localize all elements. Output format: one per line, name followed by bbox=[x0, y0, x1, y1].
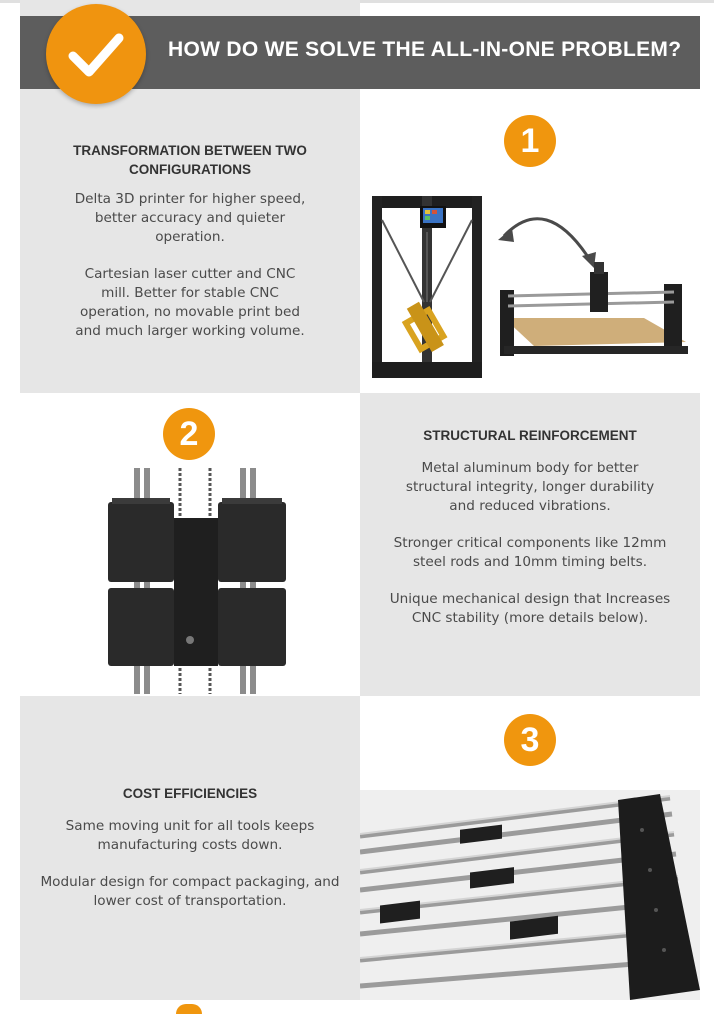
section-3-paragraph-1: Same moving unit for all tools keeps manufacturing costs down. bbox=[65, 818, 315, 853]
rail-components-image bbox=[360, 790, 700, 1000]
section-3-number-badge: 3 bbox=[504, 714, 556, 766]
section-1-paragraph-1: Delta 3D printer for higher speed, better accuracy and quieter operation. bbox=[74, 191, 306, 245]
section-1-paragraph-2: Cartesian laser cutter and CNC mill. Better for stable CNC operation, no movable print bed and much larger working volume. bbox=[75, 266, 305, 339]
section-1-heading: TRANSFORMATION BETWEEN TWO CONFIGURATIONS bbox=[73, 143, 307, 177]
section-4-number-badge-partial bbox=[176, 1004, 202, 1014]
section-2-heading: STRUCTURAL REINFORCEMENT bbox=[423, 428, 637, 443]
cnc-mill-image bbox=[494, 262, 698, 366]
section-2-text bbox=[388, 426, 672, 628]
section-2-paragraph-2: Stronger critical components like 12mm steel rods and 10mm timing belts. bbox=[393, 535, 667, 570]
page-title: HOW DO WE SOLVE THE ALL-IN-ONE PROBLEM? bbox=[168, 38, 682, 61]
section-2-paragraph-3: Unique mechanical design that Increases CNC stability (more details below). bbox=[389, 591, 671, 626]
carriage-assembly-image bbox=[104, 468, 288, 694]
delta-printer-image bbox=[368, 192, 486, 382]
section-1-text bbox=[55, 141, 325, 341]
section-3-text bbox=[36, 784, 344, 911]
section-2-paragraph-1: Metal aluminum body for better structural integrity, longer durability and reduced vibrations. bbox=[405, 460, 655, 514]
transform-arrow-icon bbox=[494, 198, 604, 270]
section-2-number-badge: 2 bbox=[163, 408, 215, 460]
section-3-paragraph-2: Modular design for compact packaging, and lower cost of transportation. bbox=[40, 874, 340, 909]
section-3-heading: COST EFFICIENCIES bbox=[122, 786, 258, 801]
checkmark-badge bbox=[46, 4, 146, 104]
section-1-number-badge: 1 bbox=[504, 115, 556, 167]
checkmark-icon bbox=[46, 4, 146, 104]
